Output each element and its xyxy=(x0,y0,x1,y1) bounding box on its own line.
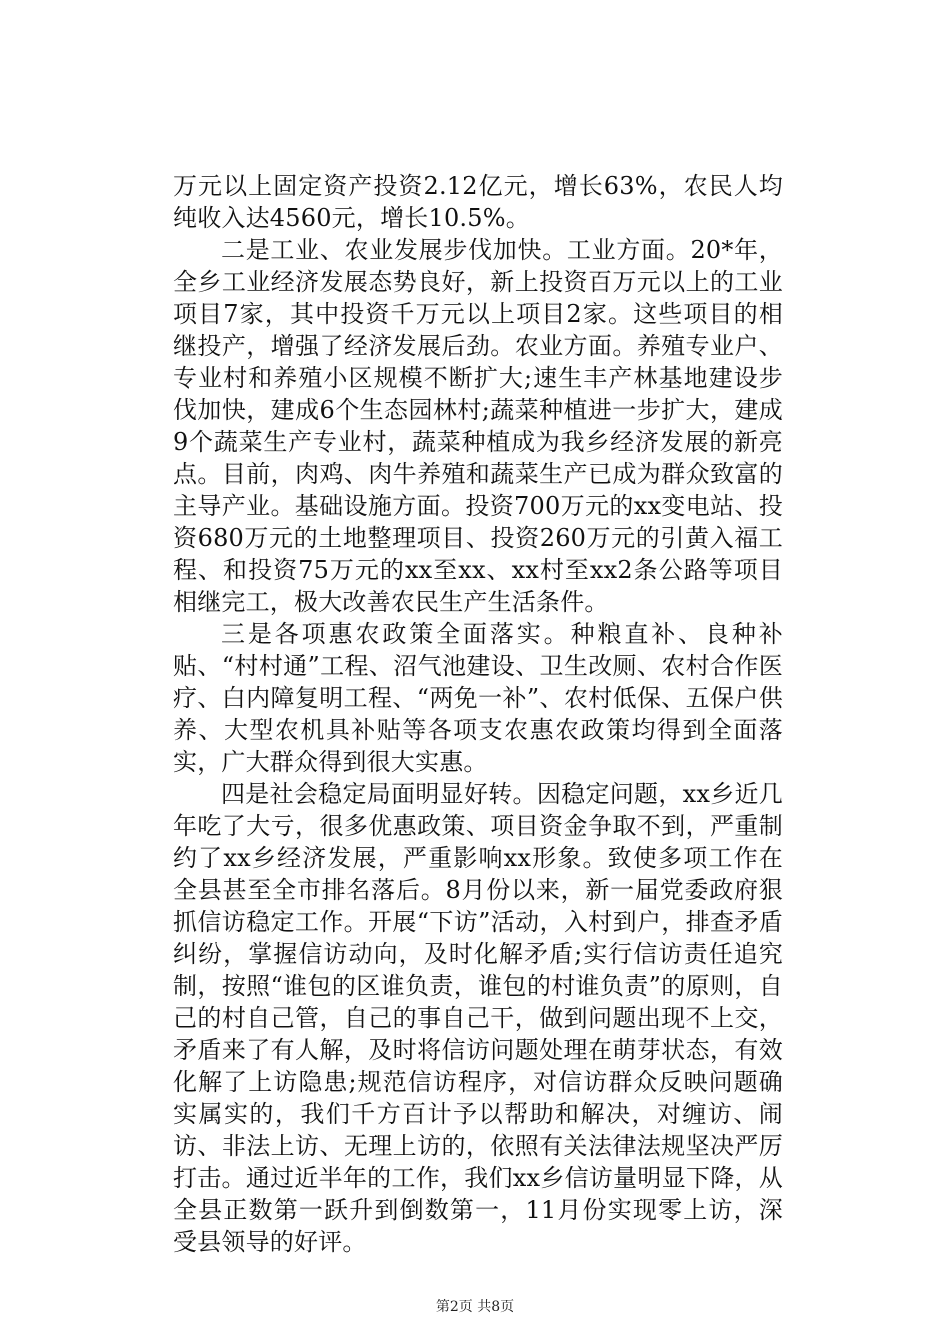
paragraph-industry-agriculture: 二是工业、农业发展步伐加快。工业方面。20*年，全乡工业经济发展态势良好，新上投资百万元以上的工业项目7家，其中投资千万元以上项目2家。这些项目的相继投产，增强了经济发展后劲。农业方面。养殖专业户、专业村和养殖小区规模不断扩大;速生丰产林基地建设步伐加快，建成6个生态园林村;蔬菜种植进一步扩大，建成9个蔬菜生产专业村，蔬菜种植成为我乡经济发展的新亮点。目前，肉鸡、肉牛养殖和蔬菜生产已成为群众致富的主导产业。基础设施方面。投资700万元的xx变电站、投资680万元的土地整理项目、投资260万元的引黄入福工程、和投资75万元的xx至xx、xx村至xx2条公路等项目相继完工，极大改善农民生产生活条件。 xyxy=(173,236,783,616)
document-body xyxy=(173,170,783,1258)
paragraph-policies: 三是各项惠农政策全面落实。种粮直补、良种补贴、“村村通”工程、沼气池建设、卫生改厕、农村合作医疗、白内障复明工程、“两免一补”、农村低保、五保户供养、大型农机具补贴等各项支农惠农政策均得到全面落实，广大群众得到很大实惠。 xyxy=(173,620,783,776)
paragraph-continuation: 万元以上固定资产投资2.12亿元，增长63%，农民人均纯收入达4560元，增长10.5%。 xyxy=(173,172,783,232)
paragraph-social-stability: 四是社会稳定局面明显好转。因稳定问题，xx乡近几年吃了大亏，很多优惠政策、项目资金争取不到，严重制约了xx乡经济发展，严重影响xx形象。致使多项工作在全县甚至全市排名落后。8月份以来，新一届党委政府狠抓信访稳定工作。开展“下访”活动，入村到户，排查矛盾纠纷，掌握信访动向，及时化解矛盾;实行信访责任追究制，按照“谁包的区谁负责，谁包的村谁负责”的原则，自己的村自己管，自己的事自己干，做到问题出现不上交，矛盾来了有人解，及时将信访问题处理在萌芽状态，有效化解了上访隐患;规范信访程序，对信访群众反映问题确实属实的，我们千方百计予以帮助和解决，对缠访、闹访、非法上访、无理上访的，依照有关法律法规坚决严厉打击。通过近半年的工作，我们xx乡信访量明显下降，从全县正数第一跃升到倒数第一，11月份实现零上访，深受县领导的好评。 xyxy=(173,780,783,1256)
page-footer: 第2页 共8页 xyxy=(435,1299,515,1315)
